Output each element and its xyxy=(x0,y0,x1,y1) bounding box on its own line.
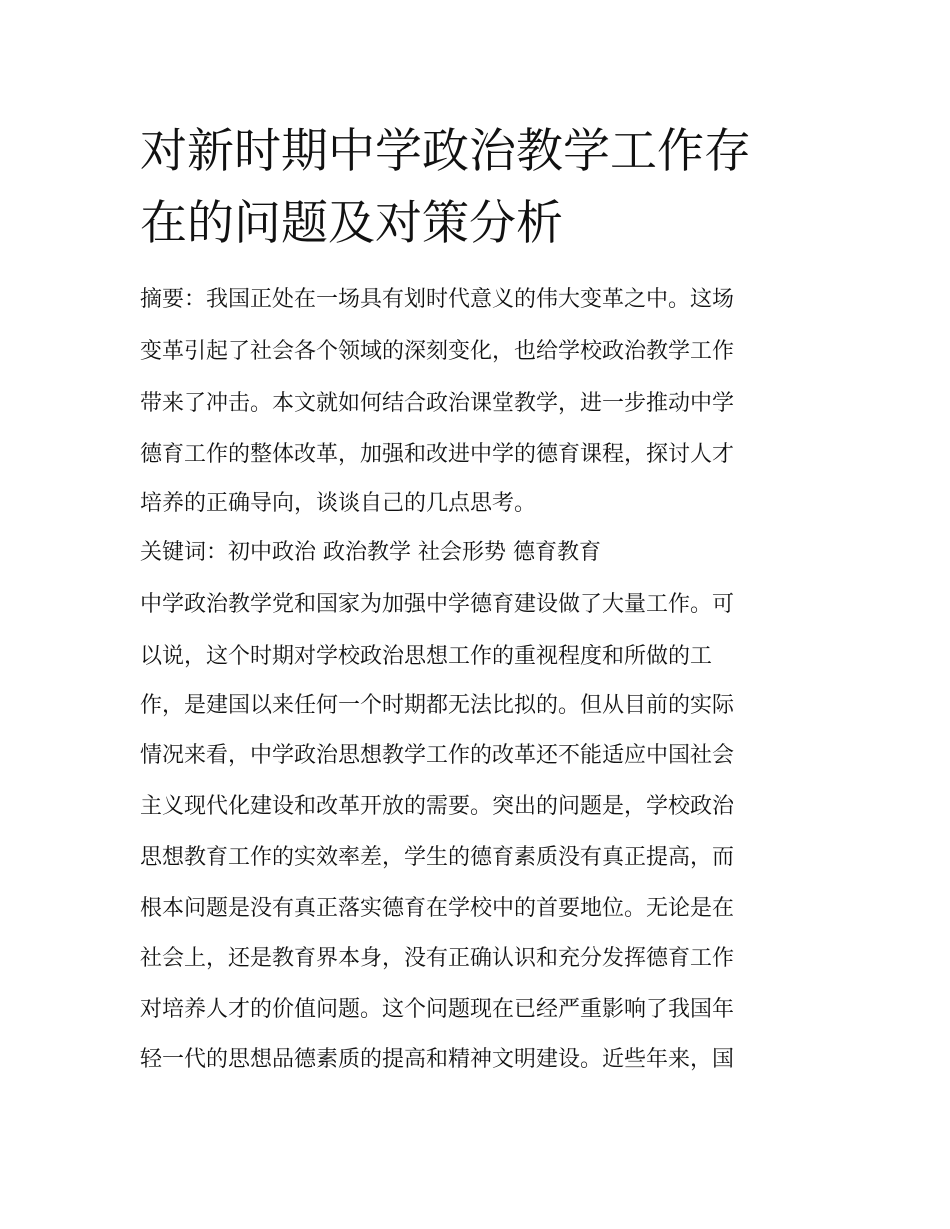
document-page xyxy=(140,0,820,1229)
body-line-8: 社会上，还是教育界本身，没有正确认识和充分发挥德育工作 xyxy=(140,946,735,971)
body-line-1: 中学政治教学党和国家为加强中学德育建设做了大量工作。可 xyxy=(140,592,735,617)
body-line-6: 思想教育工作的实效率差，学生的德育素质没有真正提高，而 xyxy=(140,845,735,870)
abstract-line-2: 变革引起了社会各个领域的深刻变化，也给学校政治教学工作 xyxy=(140,339,735,364)
abstract-line-1: 摘要：我国正处在一场具有划时代意义的伟大变革之中。这场 xyxy=(140,287,735,312)
body-line-4: 情况来看，中学政治思想教学工作的改革还不能适应中国社会 xyxy=(140,743,735,768)
document-title xyxy=(140,116,751,260)
title-line-1: 对新时期中学政治教学工作存 xyxy=(140,124,751,179)
abstract-line-4: 德育工作的整体改革，加强和改进中学的德育课程，探讨人才 xyxy=(140,442,735,467)
body-line-9: 对培养人才的价值问题。这个问题现在已经严重影响了我国年 xyxy=(140,997,735,1022)
keywords-line: 关键词：初中政治 政治教学 社会形势 德育教育 xyxy=(140,540,601,565)
abstract-line-3: 带来了冲击。本文就如何结合政治课堂教学，进一步推动中学 xyxy=(140,391,735,416)
body-line-2: 以说，这个时期对学校政治思想工作的重视程度和所做的工 xyxy=(140,644,713,669)
abstract-line-5: 培养的正确导向，谈谈自己的几点思考。 xyxy=(140,491,537,516)
body-line-7: 根本问题是没有真正落实德育在学校中的首要地位。无论是在 xyxy=(140,896,735,921)
body-line-10: 轻一代的思想品德素质的提高和精神文明建设。近些年来，国 xyxy=(140,1047,735,1072)
body-line-3: 作，是建国以来任何一个时期都无法比拟的。但从目前的实际 xyxy=(140,693,735,718)
body-line-5: 主义现代化建设和改革开放的需要。突出的问题是，学校政治 xyxy=(140,794,735,819)
title-line-2: 在的问题及对策分析 xyxy=(140,196,563,251)
